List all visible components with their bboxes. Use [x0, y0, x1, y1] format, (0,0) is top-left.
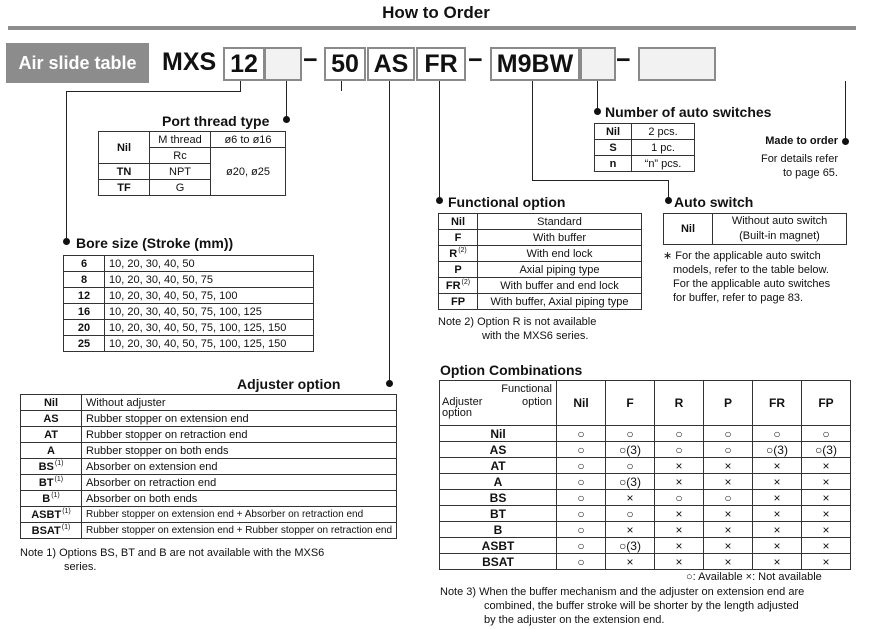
connector-line — [66, 91, 67, 241]
combo-cell: × — [704, 554, 753, 570]
code-box-adjuster: AS — [367, 47, 415, 81]
functional-key: FR$^{(2)}$ — [439, 278, 478, 294]
combo-row-key: AS — [440, 442, 557, 458]
combo-row — [440, 506, 851, 522]
num-switches-key: n — [595, 156, 632, 172]
adjuster-desc: Absorber on extension end — [82, 459, 397, 475]
product-badge: Air slide table — [6, 43, 149, 83]
combo-row — [440, 538, 851, 554]
combo-cell: × — [655, 538, 704, 554]
auto-switch-desc: Without auto switch (Built-in magnet) — [713, 214, 847, 245]
functional-key: P — [439, 262, 478, 278]
adjuster-key: Nil — [21, 395, 82, 411]
combo-row-key: Nil — [440, 426, 557, 442]
bore-key: 16 — [64, 304, 105, 320]
combo-cell: × — [606, 554, 655, 570]
combo-cell: ○(3) — [606, 442, 655, 458]
functional-desc: With buffer and end lock — [478, 278, 642, 294]
adjuster-desc: Absorber on both ends — [82, 491, 397, 507]
combo-cell: × — [704, 538, 753, 554]
functional-key: Nil — [439, 214, 478, 230]
port-thread: Rc — [150, 148, 211, 164]
functional-table — [438, 213, 642, 310]
functional-key: F — [439, 230, 478, 246]
title-rule — [8, 26, 856, 30]
combinations-note: Note 3) When the buffer mechanism and the adjuster on extension end are combined, the buffer stroke will be shorter by the length adjusted by the adjuster on the extension end. — [440, 586, 805, 626]
num-switches-key: Nil — [595, 124, 632, 140]
bore-strokes: 10, 20, 30, 40, 50, 75, 100 — [105, 288, 314, 304]
connector-dot — [665, 197, 672, 204]
num-switches-desc: “n” pcs. — [632, 156, 695, 172]
port-size: ø6 to ø16 — [211, 132, 286, 148]
combo-cell: ○ — [802, 426, 851, 442]
bore-key: 8 — [64, 272, 105, 288]
combo-row-key: ASBT — [440, 538, 557, 554]
connector-dot — [386, 380, 393, 387]
adjuster-desc: Absorber on retraction end — [82, 475, 397, 491]
combo-row — [440, 474, 851, 490]
adjuster-key: ASBT$^{(1)}$ — [21, 507, 82, 523]
combo-cell: × — [606, 522, 655, 538]
port-thread: NPT — [150, 164, 211, 180]
combo-cell: × — [704, 458, 753, 474]
combo-cell: × — [655, 554, 704, 570]
combo-row-key: B — [440, 522, 557, 538]
combo-cell: ○ — [606, 426, 655, 442]
combo-cell: ○ — [606, 458, 655, 474]
combo-cell: × — [802, 490, 851, 506]
combo-cell: ○ — [557, 522, 606, 538]
combo-cell: ○ — [557, 474, 606, 490]
functional-desc: Standard — [478, 214, 642, 230]
adjuster-key: BSAT$^{(1)}$ — [21, 523, 82, 539]
page-title: How to Order — [382, 3, 490, 22]
connector-line — [240, 81, 241, 91]
combo-cell: × — [704, 522, 753, 538]
connector-line — [532, 180, 668, 181]
combo-cell: × — [704, 474, 753, 490]
connector-dot — [842, 138, 849, 145]
combo-cell: × — [655, 522, 704, 538]
connector-line — [532, 81, 533, 180]
port-size: ø20, ø25 — [211, 148, 286, 196]
combinations-body — [440, 426, 851, 570]
code-box-port-thread — [264, 47, 302, 81]
functional-key: FP — [439, 294, 478, 310]
combo-cell: ○ — [704, 442, 753, 458]
adjuster-desc: Without adjuster — [82, 395, 397, 411]
combo-cell: ○ — [557, 554, 606, 570]
combo-cell: ○ — [557, 506, 606, 522]
combo-cell: × — [606, 490, 655, 506]
auto-switch-note: ∗ For the applicable auto switch models, refer to the table below. For the applicable auto switches for buffer, refer to page 83. — [663, 250, 831, 304]
port-key: TF — [99, 180, 150, 196]
combo-row-key: BSAT — [440, 554, 557, 570]
combo-cell: ○(3) — [606, 474, 655, 490]
num-switches-desc: 2 pcs. — [632, 124, 695, 140]
combo-col-header: FP — [802, 381, 851, 426]
adjuster-desc: Rubber stopper on retraction end — [82, 427, 397, 443]
bore-key: 20 — [64, 320, 105, 336]
combo-cell: ○ — [655, 426, 704, 442]
adjuster-desc: Rubber stopper on extension end — [82, 411, 397, 427]
bore-key: 6 — [64, 256, 105, 272]
bore-size-title: Bore size (Stroke (mm)) — [76, 235, 234, 251]
num-switches-table — [594, 123, 695, 172]
adjuster-desc: Rubber stopper on extension end + Rubber stopper on retraction end — [82, 523, 397, 539]
combo-cell: ○(3) — [606, 538, 655, 554]
connector-dot — [594, 108, 601, 115]
functional-desc: With buffer, Axial piping type — [478, 294, 642, 310]
connector-line — [845, 81, 846, 139]
adjuster-key: $B^{(1)}$ — [21, 491, 82, 507]
port-thread: G — [150, 180, 211, 196]
code-box-auto-switch: M9BW — [490, 47, 580, 81]
made-to-order-note: For details refer to page 65. — [760, 153, 838, 179]
bore-strokes: 10, 20, 30, 40, 50, 75, 100, 125, 150 — [105, 320, 314, 336]
combinations-table — [439, 380, 851, 570]
code-dash: − — [303, 46, 318, 74]
auto-switch-key: Nil — [664, 214, 713, 245]
functional-desc: Axial piping type — [478, 262, 642, 278]
port-key: TN — [99, 164, 150, 180]
combo-row — [440, 442, 851, 458]
port-key: Nil — [99, 132, 150, 164]
num-switches-key: S — [595, 140, 632, 156]
bore-strokes: 10, 20, 30, 40, 50 — [105, 256, 314, 272]
bore-key: 25 — [64, 336, 105, 352]
code-box-made-to-order — [638, 47, 716, 81]
combo-cell: ○ — [753, 426, 802, 442]
combo-cell: × — [753, 474, 802, 490]
combo-col-header: R — [655, 381, 704, 426]
combo-cell: × — [753, 554, 802, 570]
combo-row-key: BS — [440, 490, 557, 506]
combo-cell: ○ — [704, 426, 753, 442]
code-box-bore: 12 — [223, 47, 265, 81]
combo-row-key: AT — [440, 458, 557, 474]
combo-row — [440, 426, 851, 442]
combo-cell: × — [802, 538, 851, 554]
combo-col-header: F — [606, 381, 655, 426]
adjuster-desc: Rubber stopper on extension end + Absorber on retraction end — [82, 507, 397, 523]
combo-cell: × — [655, 458, 704, 474]
combo-cell: × — [802, 554, 851, 570]
combo-row — [440, 490, 851, 506]
connector-dot — [436, 197, 443, 204]
auto-switch-table — [663, 213, 847, 245]
connector-line — [66, 91, 241, 92]
connector-line — [389, 81, 390, 383]
num-switches-title: Number of auto switches — [605, 104, 772, 120]
combo-cell: × — [655, 474, 704, 490]
bore-strokes: 10, 20, 30, 40, 50, 75, 100, 125 — [105, 304, 314, 320]
bore-strokes: 10, 20, 30, 40, 50, 75 — [105, 272, 314, 288]
combo-cell: × — [704, 506, 753, 522]
combo-cell: ○ — [655, 442, 704, 458]
combo-cell: ○ — [655, 490, 704, 506]
combo-cell: × — [753, 538, 802, 554]
adjuster-key: BS$^{(1)}$ — [21, 459, 82, 475]
combo-row — [440, 458, 851, 474]
adjuster-note: Note 1) Options BS, BT and B are not available with the MXS6 series. — [20, 547, 325, 573]
combo-row — [440, 554, 851, 570]
bore-size-table — [63, 255, 314, 352]
combo-cell: × — [802, 458, 851, 474]
adjuster-desc: Rubber stopper on both ends — [82, 443, 397, 459]
combinations-legend: ○: Available ×: Not available — [686, 571, 822, 583]
code-dash: − — [616, 46, 631, 74]
combo-col-header: Nil — [557, 381, 606, 426]
combo-row-key: A — [440, 474, 557, 490]
combinations-title: Option Combinations — [440, 362, 583, 378]
combo-col-header: P — [704, 381, 753, 426]
adjuster-key: AS — [21, 411, 82, 427]
functional-note: Note 2) Option R is not available with the MXS6 series. — [438, 316, 597, 342]
combo-cell: × — [802, 506, 851, 522]
adjuster-key: A — [21, 443, 82, 459]
connector-dot — [63, 238, 70, 245]
port-thread-title: Port thread type — [162, 113, 270, 129]
connector-line — [668, 180, 669, 198]
model-prefix: MXS — [162, 48, 217, 76]
code-box-functional: FR — [416, 47, 466, 81]
connector-line — [439, 81, 440, 199]
combo-cell: ○ — [557, 458, 606, 474]
code-dash: − — [468, 46, 483, 74]
combo-cell: × — [753, 458, 802, 474]
combo-cell: × — [802, 522, 851, 538]
adjuster-key: AT — [21, 427, 82, 443]
functional-key: $R^{(2)}$ — [439, 246, 478, 262]
combo-cell: ○ — [557, 426, 606, 442]
combo-cell: × — [802, 474, 851, 490]
functional-title: Functional option — [448, 194, 566, 210]
num-switches-desc: 1 pc. — [632, 140, 695, 156]
connector-line — [286, 81, 287, 117]
combo-cell: ○ — [606, 506, 655, 522]
adjuster-key: BT$^{(1)}$ — [21, 475, 82, 491]
bore-strokes: 10, 20, 30, 40, 50, 75, 100, 125, 150 — [105, 336, 314, 352]
auto-switch-title: Auto switch — [674, 194, 754, 210]
combo-cell: ○ — [557, 442, 606, 458]
combo-cell: ○(3) — [802, 442, 851, 458]
combo-row-key: BT — [440, 506, 557, 522]
combo-cell: × — [753, 490, 802, 506]
connector-dot — [283, 116, 290, 123]
bore-key: 12 — [64, 288, 105, 304]
combo-cell: × — [753, 522, 802, 538]
combo-cell: ○ — [557, 490, 606, 506]
combo-row — [440, 522, 851, 538]
connector-line — [597, 81, 598, 109]
adjuster-table — [20, 394, 397, 539]
combo-cell: × — [655, 506, 704, 522]
functional-desc: With end lock — [478, 246, 642, 262]
port-thread: M thread — [150, 132, 211, 148]
combo-cell: ○ — [557, 538, 606, 554]
combinations-corner: Functional option Adjuster option — [440, 381, 557, 426]
functional-desc: With buffer — [478, 230, 642, 246]
made-to-order: Made to order — [765, 135, 838, 147]
code-box-stroke: 50 — [324, 47, 366, 81]
combo-col-header: FR — [753, 381, 802, 426]
adjuster-title: Adjuster option — [237, 376, 341, 392]
combo-cell: ○(3) — [753, 442, 802, 458]
connector-line — [341, 81, 342, 91]
code-box-num-switches — [580, 47, 616, 81]
combo-cell: × — [753, 506, 802, 522]
combo-cell: ○ — [704, 490, 753, 506]
port-thread-table — [98, 131, 286, 196]
